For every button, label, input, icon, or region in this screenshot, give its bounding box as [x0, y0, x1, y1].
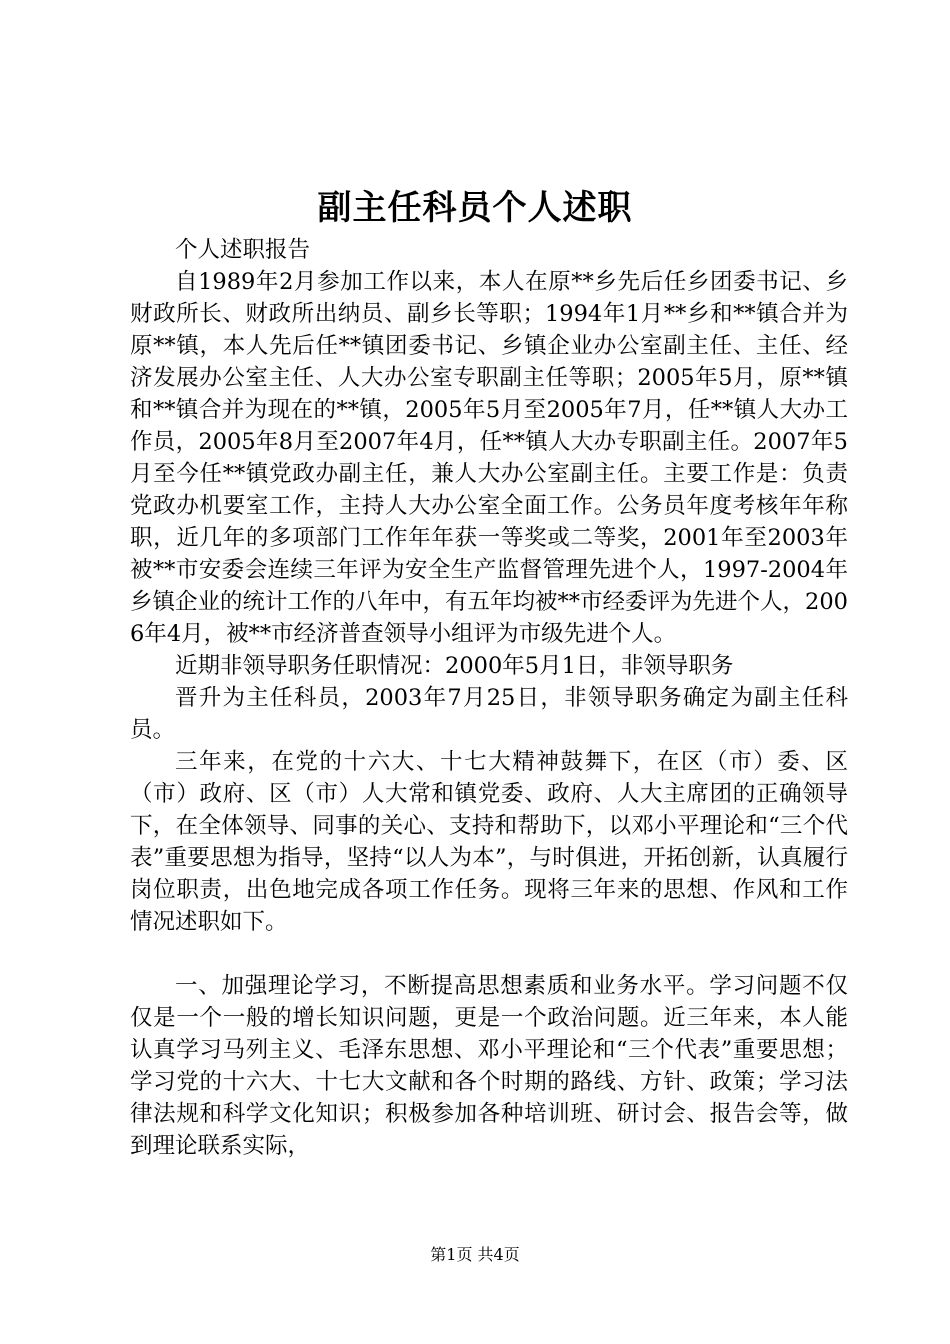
- page-footer: 第1页 共4页: [430, 1245, 520, 1264]
- paragraph-position-status: 近期非领导职务任职情况：2000年5月1日，非领导职务: [175, 653, 734, 679]
- document-body: [130, 234, 848, 1162]
- paragraph-report-heading: 个人述职报告: [175, 237, 311, 263]
- document-title: 副主任科员个人述职: [317, 188, 633, 228]
- paragraph-promotion: 晋升为主任科员，2003年7月25日，非领导职务确定为副主任科员。: [130, 685, 848, 743]
- paragraph-theory-study: 一、加强理论学习，不断提高思想素质和业务水平。学习问题不仅仅是一个一般的增长知识问题，更是一个政治问题。近三年来，本人能认真学习马列主义、毛泽东思想、邓小平理论和“三个代表”重要思想；学习党的十六大、十七大文献和各个时期的路线、方针、政策；学习法律法规和科学文化知识；积极参加各种培训班、研讨会、报告会等，做到理论联系实际，: [130, 973, 848, 1159]
- paragraph-three-years: 三年来，在党的十六大、十七大精神鼓舞下，在区（市）委、区（市）政府、区（市）人大常和镇党委、政府、人大主席团的正确领导下，在全体领导、同事的关心、支持和帮助下，以邓小平理论和“三个代表”重要思想为指导，坚持“以人为本”，与时俱进，开拓创新，认真履行岗位职责，出色地完成各项工作任务。现将三年来的思想、作风和工作情况述职如下。: [130, 749, 848, 935]
- paragraph-work-history: 自1989年2月参加工作以来，本人在原**乡先后任乡团委书记、乡财政所长、财政所出纳员、副乡长等职；1994年1月**乡和**镇合并为原**镇，本人先后任**镇团委书记、乡镇企业办公室副主任、主任、经济发展办公室主任、人大办公室专职副主任等职；2005年5月，原**镇和**镇合并为现在的**镇，2005年5月至2005年7月，任**镇人大办工作员，2005年8月至2007年4月，任**镇人大办专职副主任。2007年5月至今任**镇党政办副主任，兼人大办公室副主任。主要工作是：负责党政办机要室工作，主持人大办公室全面工作。公务员年度考核年年称职，近几年的多项部门工作年年获一等奖或二等奖，2001年至2003年被**市安委会连续三年评为安全生产监督管理先进个人，1997-2004年乡镇企业的统计工作的八年中，有五年均被**市经委评为先进个人，2006年4月，被**市经济普查领导小组评为市级先进个人。: [130, 269, 848, 647]
